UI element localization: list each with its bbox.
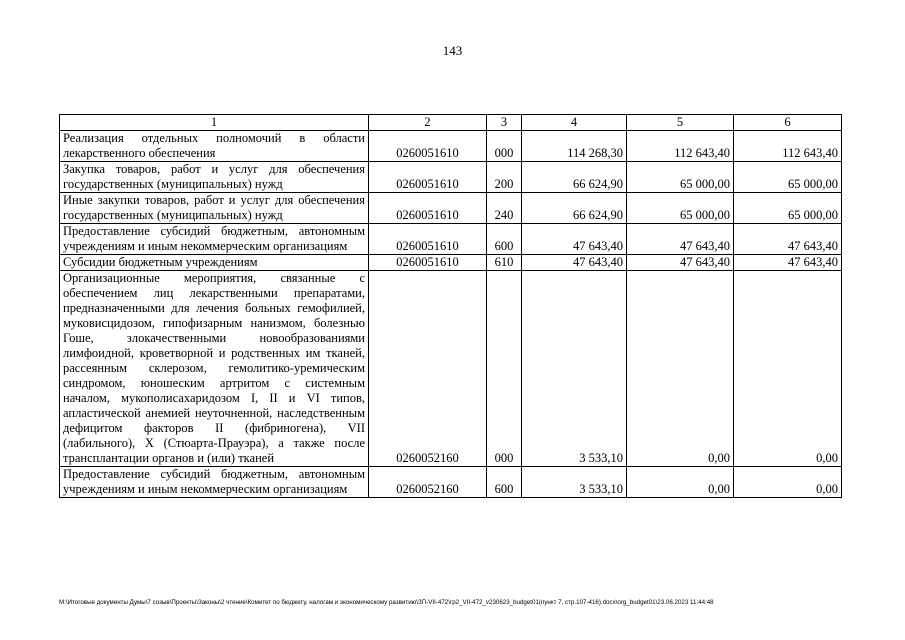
row-type: 000	[487, 271, 522, 467]
page-number: 143	[442, 43, 463, 58]
row-type: 600	[487, 467, 522, 498]
table-row	[60, 131, 842, 162]
col-header-1: 1	[60, 115, 369, 131]
row-value-6: 65 000,00	[734, 162, 842, 193]
row-name: Закупка товаров, работ и услуг для обеспечения государственных (муниципальных) нужд	[60, 162, 369, 193]
document-path-footer: M:\Итоговые документы Думы\7 созыв\Проекты\Законы\2 чтение\Комитет по бюджету, налогам и экономическому развитию\ЗП-VII-472\гр2_VII-472_v230623_budget01(пункт 7, стр.107-416).docx\org_budget01\23.06.2023 11:44:48	[59, 599, 714, 606]
row-type: 200	[487, 162, 522, 193]
row-value-4: 3 533,10	[522, 271, 627, 467]
table-row	[60, 224, 842, 255]
row-value-5: 65 000,00	[627, 193, 734, 224]
row-value-6: 47 643,40	[734, 224, 842, 255]
row-name: Реализация отдельных полномочий в области лекарственного обеспечения	[60, 131, 369, 162]
row-code: 0260052160	[369, 467, 487, 498]
row-value-4: 114 268,30	[522, 131, 627, 162]
row-name: Организационные мероприятия, связанные с обеспечением лиц лекарственными препаратами, предназначенными для лечения больных гемофилией, муковисцидозом, гипофизарным нанизмом, болезнью Гоше, злокачественными новообразованиями лимфоидной, кроветворной и родственных им тканей, рассеянным склерозом, гемолитико-уремическим синдромом, юношеским артритом с системным началом, мукополисахаридозом I, II и VI типов, апластической анемией неуточненной, наследственным дефицитом факторов II (фибриногена), VII (лабильного), X (Стюарта-Прауэра), а также после трансплантации органов и (или) тканей	[60, 271, 369, 467]
row-code: 0260051610	[369, 255, 487, 271]
row-value-6: 47 643,40	[734, 255, 842, 271]
row-value-4: 66 624,90	[522, 193, 627, 224]
row-code: 0260052160	[369, 271, 487, 467]
col-header-2: 2	[369, 115, 487, 131]
row-value-6: 0,00	[734, 467, 842, 498]
row-value-4: 47 643,40	[522, 255, 627, 271]
row-name: Иные закупки товаров, работ и услуг для обеспечения государственных (муниципальных) нужд	[60, 193, 369, 224]
table-row	[60, 271, 842, 467]
row-type: 000	[487, 131, 522, 162]
row-value-5: 47 643,40	[627, 224, 734, 255]
row-value-4: 3 533,10	[522, 467, 627, 498]
row-code: 0260051610	[369, 193, 487, 224]
col-header-6: 6	[734, 115, 842, 131]
table-row	[60, 193, 842, 224]
header-row	[60, 115, 842, 131]
row-code: 0260051610	[369, 131, 487, 162]
row-type: 610	[487, 255, 522, 271]
table-row	[60, 467, 842, 498]
row-name: Предоставление субсидий бюджетным, автономным учреждениям и иным некоммерческим организациям	[60, 467, 369, 498]
row-type: 240	[487, 193, 522, 224]
row-name: Субсидии бюджетным учреждениям	[60, 255, 369, 271]
row-value-5: 112 643,40	[627, 131, 734, 162]
row-code: 0260051610	[369, 162, 487, 193]
col-header-4: 4	[522, 115, 627, 131]
row-value-5: 0,00	[627, 271, 734, 467]
row-value-4: 66 624,90	[522, 162, 627, 193]
row-value-5: 0,00	[627, 467, 734, 498]
row-value-5: 47 643,40	[627, 255, 734, 271]
row-type: 600	[487, 224, 522, 255]
row-value-6: 0,00	[734, 271, 842, 467]
row-value-4: 47 643,40	[522, 224, 627, 255]
row-value-6: 65 000,00	[734, 193, 842, 224]
row-name: Предоставление субсидий бюджетным, автономным учреждениям и иным некоммерческим организациям	[60, 224, 369, 255]
row-value-5: 65 000,00	[627, 162, 734, 193]
col-header-5: 5	[627, 115, 734, 131]
budget-table	[59, 114, 842, 498]
table-row	[60, 162, 842, 193]
row-code: 0260051610	[369, 224, 487, 255]
row-value-6: 112 643,40	[734, 131, 842, 162]
col-header-3: 3	[487, 115, 522, 131]
table-row	[60, 255, 842, 271]
